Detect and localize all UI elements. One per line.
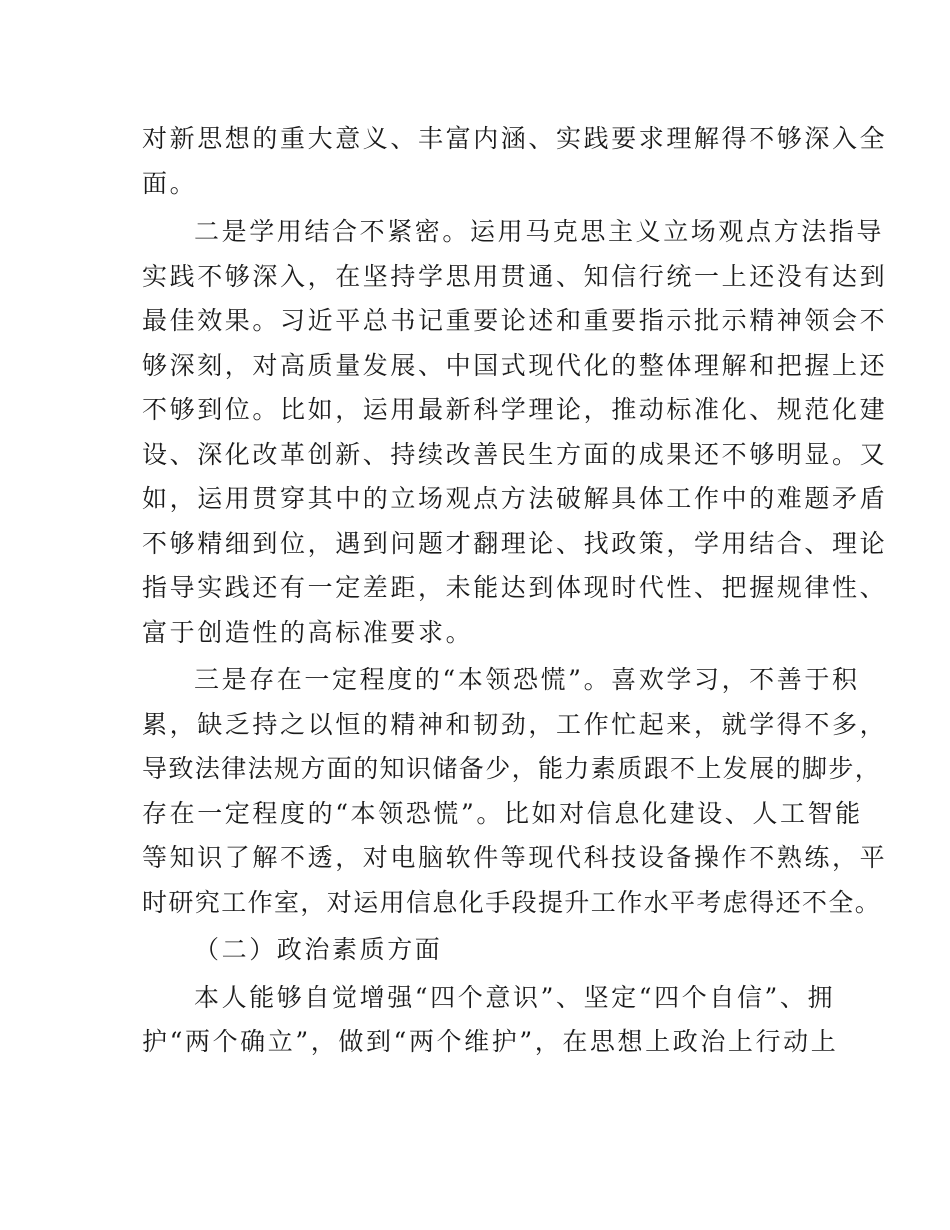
text-line: 本人能够自觉增强“四个意识”、坚定“四个自信”、拥 (194, 982, 836, 1012)
text-line: 不够精细到位，遇到问题才翻理论、找政策，学用结合、理论 (142, 528, 888, 558)
text-line: 最佳效果。习近平总书记重要论述和重要指示批示精神领会不 (142, 306, 888, 335)
text-line: 对新思想的重大意义、丰富内涵、实践要求理解得不够深入全 (142, 124, 888, 153)
text-line: 累，缺乏持之以恒的精神和韧劲，工作忙起来，就学得不多， (142, 709, 888, 739)
text-line: 护“两个确立”，做到“两个维护”，在思想上政治上行动上 (142, 1027, 839, 1056)
text-line: 够深刻，对高质量发展、中国式现代化的整体理解和把握上还 (142, 350, 888, 380)
section-heading (142, 928, 812, 973)
text-line: 等知识了解不透，对电脑软件等现代科技设备操作不熟练，平 (142, 843, 888, 872)
text-line: 二是学用结合不紧密。运用马克思主义立场观点方法指导 (194, 217, 885, 246)
text-line: 存在一定程度的“本领恐慌”。比如对信息化建设、人工智能 (142, 798, 863, 828)
text-line: 导致法律法规方面的知识储备少，能力素质跟不上发展的脚步， (142, 754, 882, 783)
paragraph-continuation (142, 117, 888, 207)
text-line: 设、深化改革创新、持续改善民生方面的成果还不够明显。又 (142, 439, 888, 469)
paragraph-skill-panic (142, 658, 888, 925)
text-line: 三是存在一定程度的“本领恐慌”。喜欢学习，不善于积 (194, 665, 860, 694)
text-line: 不够到位。比如，运用最新科学理论，推动标准化、规范化建 (142, 395, 888, 424)
paragraph-political-quality (142, 976, 839, 1065)
text-line: 指导实践还有一定差距，未能达到体现时代性、把握规律性、 (142, 573, 888, 602)
paragraph-study-application (142, 210, 888, 655)
document-body (142, 117, 888, 1065)
heading-political-quality: （二）政治素质方面 (194, 935, 443, 964)
text-line: 时研究工作室，对运用信息化手段提升工作水平考虑得还不全。 (142, 887, 882, 917)
text-line: 富于创造性的高标准要求。 (142, 617, 474, 647)
text-line: 实践不够深入，在坚持学思用贯通、知信行统一上还没有达到 (142, 261, 888, 291)
text-line: 面。 (142, 169, 198, 198)
text-line: 如，运用贯穿其中的立场观点方法破解具体工作中的难题矛盾 (142, 484, 888, 513)
